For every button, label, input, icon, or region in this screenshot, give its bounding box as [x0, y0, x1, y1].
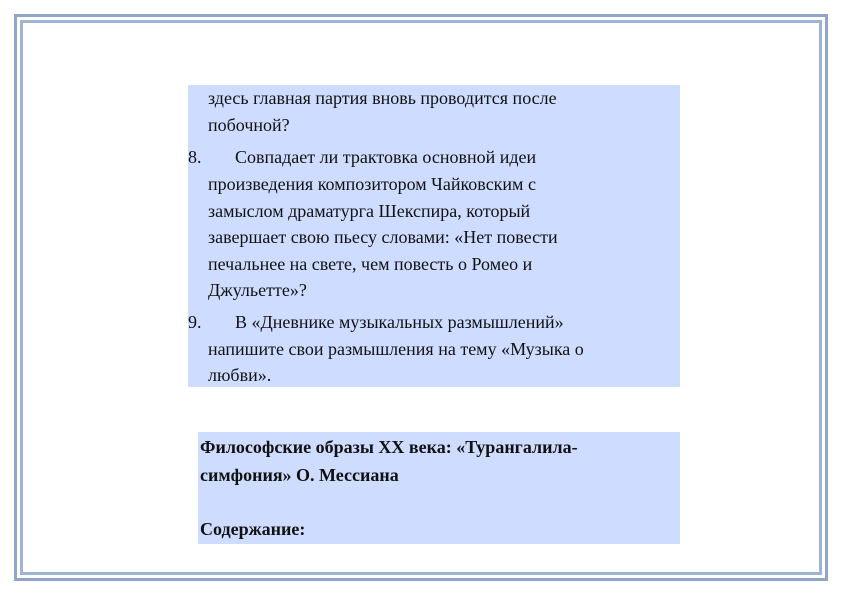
contents-label: Содержание:	[200, 519, 306, 539]
section-title-line: Философские образы XX века: «Турангалила-	[200, 437, 578, 457]
intro-line: здесь главная партия вновь проводится после	[208, 88, 557, 108]
list-item-number: 8.	[188, 147, 202, 167]
list-item-line: печальнее на свете, чем повесть о Ромео и	[208, 254, 533, 274]
list-item-line: замыслом драматурга Шекспира, который	[208, 201, 531, 221]
section-heading-block	[198, 432, 680, 544]
list-item-line: Совпадает ли трактовка основной идеи	[235, 147, 537, 167]
questions-text-block	[188, 85, 680, 387]
list-item-number: 9.	[188, 312, 202, 332]
list-item-line: Джульетте»?	[208, 280, 307, 300]
list-item-line: завершает свою пьесу словами: «Нет повести	[208, 227, 558, 247]
list-item-line: напишите свои размышления на тему «Музыка о	[208, 339, 584, 359]
section-title-line: симфония» О. Мессиана	[200, 465, 399, 485]
list-item-line: произведения композитором Чайковским с	[208, 174, 536, 194]
list-item-line: В «Дневнике музыкальных размышлений»	[235, 312, 564, 332]
intro-line: побочной?	[208, 115, 290, 135]
list-item-line: любви».	[208, 365, 272, 385]
